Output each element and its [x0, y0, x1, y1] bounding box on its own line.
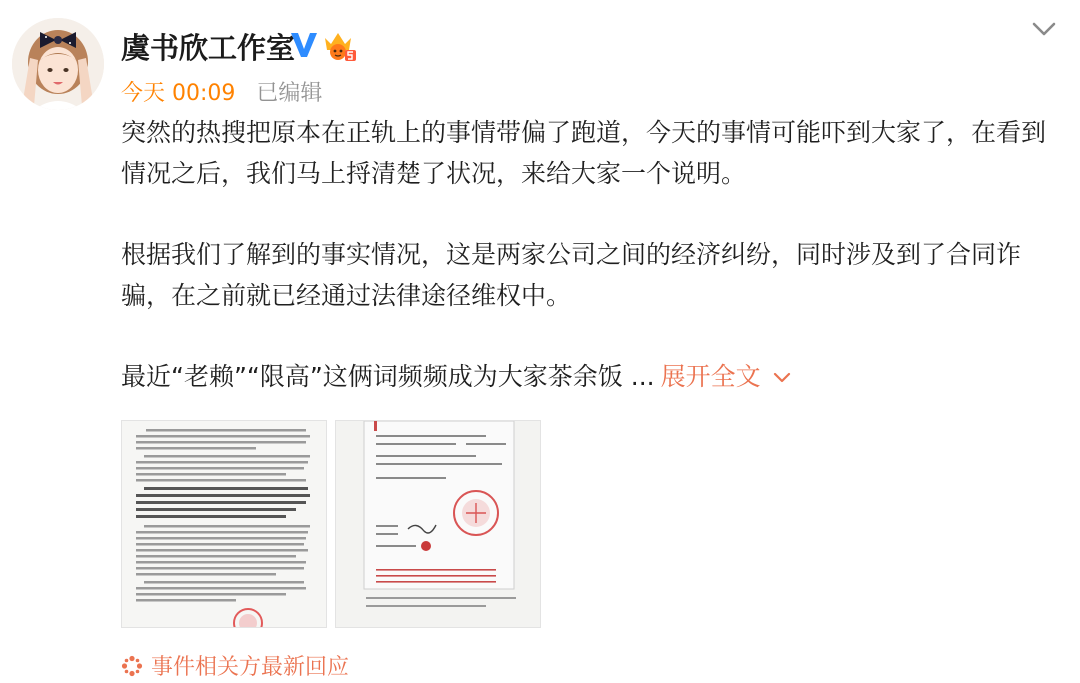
chevron-down-icon[interactable] — [773, 372, 791, 384]
image-thumbnail-1[interactable] — [121, 420, 327, 628]
edited-label[interactable]: 已编辑 — [256, 81, 323, 106]
chevron-down-icon[interactable] — [1026, 14, 1062, 44]
related-update-label[interactable]: 事件相关方最新回应 — [151, 655, 350, 680]
member-badge-icon[interactable] — [321, 28, 357, 62]
post-body — [121, 112, 1051, 397]
verified-v-icon — [288, 28, 320, 60]
paragraph-1: 突然的热搜把原本在正轨上的事情带偏了跑道，今天的事情可能吓到大家了，在看到情况之后，我们马上捋清楚了状况，来给大家一个说明。 — [121, 118, 1047, 188]
expand-label[interactable]: 展开全文 — [660, 362, 761, 391]
related-update-link[interactable] — [121, 650, 349, 681]
avatar-image — [12, 18, 104, 110]
contract-image — [336, 421, 540, 627]
truncated-text: 最近“老赖”“限高”这俩词频频成为大家茶余饭 ... — [121, 362, 655, 391]
image-thumbnail-2[interactable] — [335, 420, 541, 628]
author-name[interactable]: 虞书欣工作室 — [121, 31, 296, 65]
topic-sparkle-icon — [121, 655, 143, 677]
paragraph-truncated — [121, 356, 1051, 397]
post-meta — [121, 76, 322, 107]
avatar[interactable] — [12, 18, 104, 110]
post-time[interactable]: 今天 00:09 — [121, 81, 236, 106]
expand-full-text-button[interactable] — [661, 362, 791, 391]
paragraph-2: 根据我们了解到的事实情况，这是两家公司之间的经济纠纷，同时涉及到了合同诈骗，在之前就已经通过法律途径维权中。 — [121, 240, 1022, 310]
document-image — [122, 421, 326, 627]
